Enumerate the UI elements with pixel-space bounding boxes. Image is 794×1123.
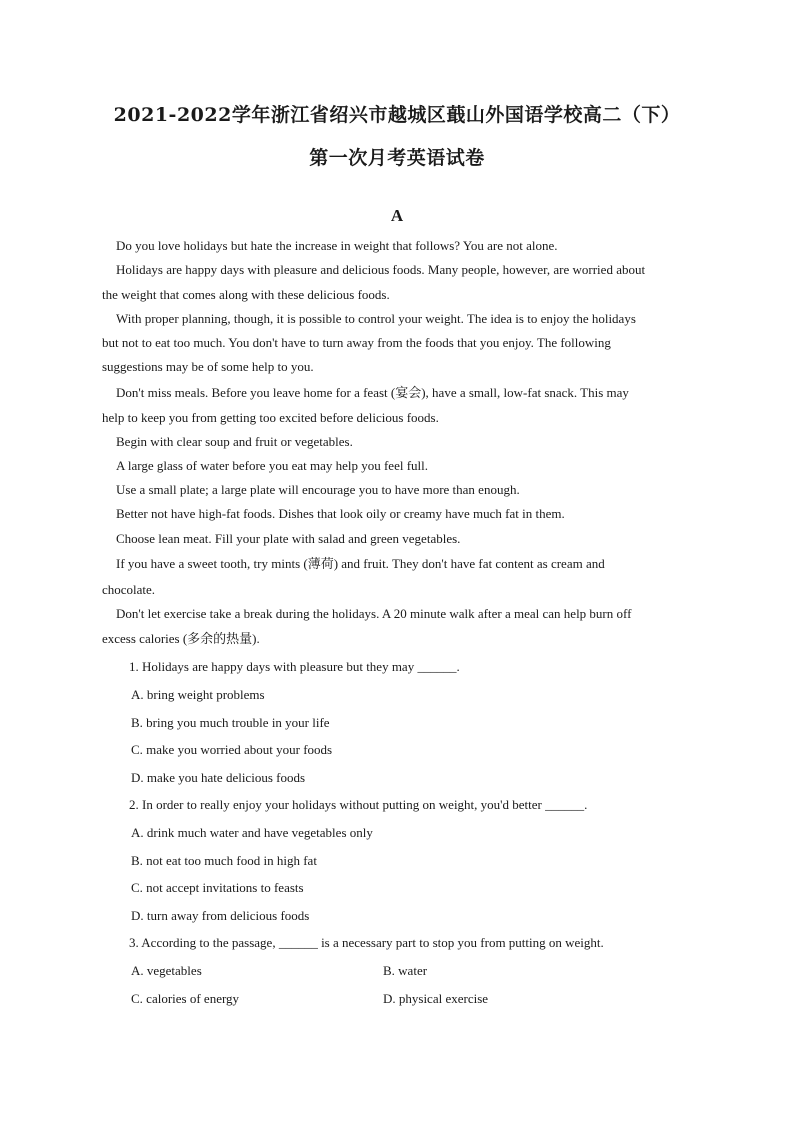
passage-line: Use a small plate; a large plate will encourage you to have more than enough. [116, 482, 520, 497]
exam-title-line-2: 第一次月考英语试卷 [309, 147, 485, 169]
passage-line: but not to eat too much. You don't have to turn away from the foods that you enjoy. The following [102, 335, 611, 350]
passage-line: Begin with clear soup and fruit or vegetables. [116, 434, 353, 449]
question-3-option-d: D. physical exercise [383, 991, 489, 1006]
question-stem-2: 2. In order to really enjoy your holidays without putting on weight, you'd better ______. [129, 797, 588, 812]
question-2-option-b: B. not eat too much food in high fat [131, 853, 317, 868]
passage-line: excess calories (多余的热量). [102, 631, 260, 646]
question-1-option-b: B. bring you much trouble in your life [131, 715, 330, 730]
passage-line: suggestions may be of some help to you. [102, 359, 314, 374]
passage-line: the weight that comes along with these delicious foods. [102, 287, 390, 302]
question-2-option-d: D. turn away from delicious foods [131, 908, 310, 923]
question-3-option-b: B. water [383, 963, 428, 978]
passage-line: chocolate. [102, 582, 156, 597]
passage-line: Better not have high-fat foods. Dishes that look oily or creamy have much fat in them. [116, 506, 565, 521]
exam-title-line-1: 2021-2022学年浙江省绍兴市越城区蕺山外国语学校高二（下） [113, 104, 681, 126]
question-1-option-d: D. make you hate delicious foods [131, 770, 306, 785]
question-1-option-a: A. bring weight problems [131, 687, 265, 702]
passage-line: Don't let exercise take a break during the holidays. A 20 minute walk after a meal can help burn off [116, 606, 632, 621]
passage-line: help to keep you from getting too excited before delicious foods. [102, 410, 439, 425]
passage-line: Holidays are happy days with pleasure and delicious foods. Many people, however, are worried about [116, 262, 646, 277]
question-3-option-c: C. calories of energy [131, 991, 240, 1006]
passage-line: Choose lean meat. Fill your plate with salad and green vegetables. [116, 531, 461, 546]
question-2-option-a: A. drink much water and have vegetables only [131, 825, 373, 840]
passage-line: Don't miss meals. Before you leave home for a feast (宴会), have a small, low-fat snack. This may [116, 385, 629, 400]
question-3-option-a: A. vegetables [131, 963, 202, 978]
question-2-option-c: C. not accept invitations to feasts [131, 880, 304, 895]
passage-line: If you have a sweet tooth, try mints (薄荷) and fruit. They don't have fat content as cream and [116, 556, 605, 571]
passage-line: With proper planning, though, it is possible to control your weight. The idea is to enjoy the holidays [116, 311, 636, 326]
question-stem-1: 1. Holidays are happy days with pleasure but they may ______. [129, 659, 460, 674]
question-stem-3: 3. According to the passage, ______ is a necessary part to stop you from putting on weight. [129, 935, 604, 950]
passage-line: Do you love holidays but hate the increase in weight that follows? You are not alone. [116, 238, 558, 253]
section-heading: A [390, 206, 404, 225]
passage-line: A large glass of water before you eat may help you feel full. [116, 458, 429, 473]
question-1-option-c: C. make you worried about your foods [131, 742, 333, 757]
